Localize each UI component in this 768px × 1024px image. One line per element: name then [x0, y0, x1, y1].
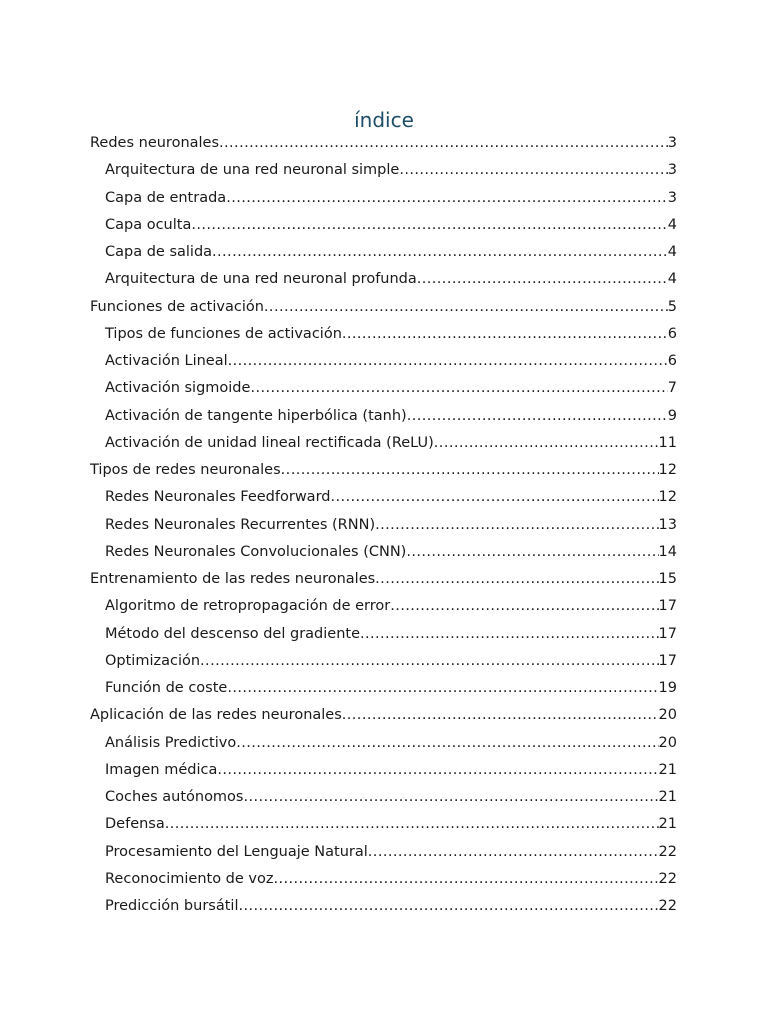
toc-entry-text: Coches autónomos [105, 789, 244, 805]
toc-entry[interactable] [90, 593, 677, 620]
toc-entry[interactable] [90, 893, 677, 920]
toc-page-number: 7 [667, 380, 677, 397]
toc-dot-leader [375, 566, 658, 593]
toc-entry-text: Redes Neuronales Feedforward [105, 489, 331, 506]
toc-dot-leader [191, 212, 667, 239]
toc-entry-text: Arquitectura de una red neuronal simple [105, 162, 400, 179]
toc-page-number: 3 [667, 162, 677, 179]
toc-dot-leader [200, 648, 659, 675]
toc-page-number: 22 [658, 843, 677, 860]
toc-entry-text: Tipos de funciones de activación [105, 325, 342, 342]
toc-entry[interactable] [90, 157, 677, 184]
toc-page-number: 12 [658, 462, 677, 478]
toc-entry-text: Activación de tangente hiperbólica (tanh) [105, 407, 407, 424]
toc-entry[interactable] [90, 811, 677, 838]
toc-dot-leader [250, 375, 667, 402]
toc-entry-text: Arquitectura de una red neuronal profunda [105, 271, 417, 288]
toc-entry-text: Imagen médica [105, 761, 218, 778]
toc-dot-leader [228, 348, 668, 375]
toc-dot-leader [236, 730, 658, 757]
toc-dot-leader [434, 430, 659, 457]
toc-dot-leader [212, 239, 668, 266]
toc-entry[interactable] [90, 839, 677, 866]
toc-entry-text: Optimización [105, 652, 201, 669]
toc-entry[interactable] [90, 566, 677, 593]
toc-entry-text: Reconocimiento de voz [105, 870, 274, 887]
toc-entry[interactable] [90, 675, 677, 702]
toc-dot-leader [406, 539, 658, 566]
toc-entry-text: Procesamiento del Lenguaje Natural [105, 843, 368, 860]
toc-entry[interactable] [90, 348, 677, 375]
toc-page-number: 11 [658, 434, 677, 451]
toc-entry-text: Activación Lineal [105, 353, 228, 369]
toc-entry[interactable] [90, 457, 677, 484]
toc-entry-text: Algoritmo de retropropagación de error [105, 598, 391, 615]
toc-entry[interactable] [90, 784, 677, 811]
toc-page-number: 5 [667, 298, 677, 315]
toc-dot-leader [227, 675, 658, 702]
toc-entry-text: Activación de unidad lineal rectificada (ReLU) [105, 434, 434, 451]
toc-entry[interactable] [90, 212, 677, 239]
toc-dot-leader [390, 593, 658, 620]
toc-page-number: 20 [658, 707, 677, 724]
toc-page-number: 17 [658, 652, 677, 669]
toc-entry-text: Redes Neuronales Convolucionales (CNN) [105, 543, 407, 560]
toc-entry[interactable] [90, 430, 677, 457]
toc-dot-leader [342, 321, 668, 348]
toc-page-number: 13 [658, 516, 677, 533]
toc-page-number: 6 [667, 353, 677, 369]
toc-page-number: 22 [658, 870, 677, 887]
toc-dot-leader [281, 457, 659, 484]
toc-entry-text: Defensa [105, 816, 165, 833]
toc-entry[interactable] [90, 730, 677, 757]
toc-dot-leader [360, 621, 659, 648]
toc-entry-text: Capa oculta [105, 216, 192, 233]
toc-dot-leader [417, 266, 668, 293]
toc-entry[interactable] [90, 185, 677, 212]
toc-page-number: 17 [658, 598, 677, 615]
toc-entry[interactable] [90, 484, 677, 511]
toc-entry-text: Activación sigmoide [105, 380, 251, 397]
toc-entry[interactable] [90, 130, 677, 157]
toc-page-number: 15 [658, 571, 677, 587]
toc-entry-text: Redes neuronales [90, 135, 220, 151]
toc-page-number: 21 [658, 789, 677, 805]
toc-entry[interactable] [90, 757, 677, 784]
toc-dot-leader [226, 185, 668, 212]
toc-page-number: 4 [667, 271, 677, 288]
toc-dot-leader [375, 512, 658, 539]
toc-page-number: 19 [658, 680, 677, 696]
toc-dot-leader [368, 839, 659, 866]
toc-entry[interactable] [90, 702, 677, 729]
toc-dot-leader [165, 811, 659, 838]
toc-dot-leader [342, 702, 659, 729]
toc-entry-text: Aplicación de las redes neuronales [90, 707, 342, 724]
toc-entry[interactable] [90, 512, 677, 539]
toc-page-number: 17 [658, 625, 677, 642]
toc-entry-text: Tipos de redes neuronales [90, 462, 281, 478]
toc-page-number: 12 [658, 489, 677, 506]
toc-page-number: 21 [658, 761, 677, 778]
toc-dot-leader [219, 130, 668, 157]
toc-dot-leader [407, 403, 668, 430]
toc-page-number: 20 [658, 734, 677, 751]
toc-entry-text: Entrenamiento de las redes neuronales [90, 571, 376, 587]
toc-page-number: 4 [667, 244, 677, 260]
toc-entry-text: Método del descenso del gradiente [105, 625, 360, 642]
toc-dot-leader [399, 157, 667, 184]
toc-entry[interactable] [90, 321, 677, 348]
toc-entry-text: Capa de salida [105, 244, 213, 260]
toc-dot-leader [330, 484, 658, 511]
toc-entry-text: Predicción bursátil [105, 898, 239, 914]
toc-entry[interactable] [90, 648, 677, 675]
toc-entry[interactable] [90, 621, 677, 648]
toc-page-number: 4 [667, 216, 677, 233]
toc-entry[interactable] [90, 375, 677, 402]
toc-entry[interactable] [90, 294, 677, 321]
toc-entry-text: Redes Neuronales Recurrentes (RNN) [105, 516, 376, 533]
toc-entry-text: Funciones de activación [90, 298, 264, 315]
toc-page-number: 22 [658, 898, 677, 914]
toc-page-number: 3 [667, 135, 677, 151]
toc-entry[interactable] [90, 403, 677, 430]
toc-title: índice [354, 108, 414, 132]
toc-entry-text: Función de coste [105, 680, 228, 696]
toc-page-number: 9 [667, 407, 677, 424]
toc-dot-leader [273, 866, 658, 893]
toc-entry-text: Análisis Predictivo [105, 734, 237, 751]
toc-entry[interactable] [90, 239, 677, 266]
toc-page-number: 21 [658, 816, 677, 833]
toc-entry-text: Capa de entrada [105, 189, 227, 206]
toc-page-number: 3 [667, 189, 677, 206]
toc-entry[interactable] [90, 266, 677, 293]
toc-entry[interactable] [90, 539, 677, 566]
toc-entry[interactable] [90, 866, 677, 893]
toc-dot-leader [217, 757, 658, 784]
toc-page-number: 6 [667, 325, 677, 342]
toc-dot-leader [264, 294, 668, 321]
toc-dot-leader [244, 784, 659, 811]
toc-page-number: 14 [658, 543, 677, 560]
table-of-contents [90, 130, 677, 920]
toc-dot-leader [238, 893, 658, 920]
